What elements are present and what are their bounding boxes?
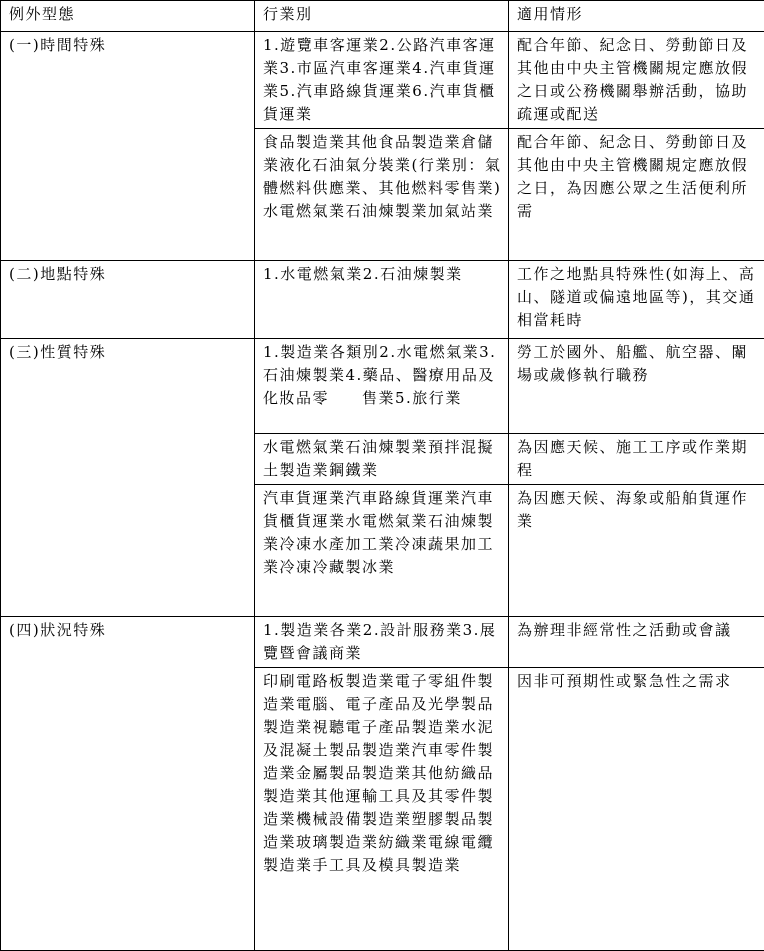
table-row bbox=[1, 617, 764, 668]
industry-cell: 1.遊覽車客運業2.公路汽車客運業3.市區汽車客運業4.汽車貨運業5.汽車路線貨運業6.汽車貨櫃貨運業 bbox=[255, 32, 509, 129]
table-row bbox=[1, 32, 764, 129]
condition-cell: 為因應天候、施工工序或作業期程 bbox=[509, 434, 764, 485]
header-exception-type: 例外型態 bbox=[1, 1, 255, 32]
category-location-special: (二)地點特殊 bbox=[1, 261, 255, 339]
industry-cell: 印刷電路板製造業電子零組件製造業電腦、電子產品及光學製品製造業視聽電子產品製造業水泥及混凝土製品製造業汽車零件製造業金屬製品製造業其他紡織品製造業其他運輸工具及其零件製造業機械設備製造業塑膠製品製造業玻璃製造業紡織業電線電纜製造業手工具及模具製造業 bbox=[255, 668, 509, 951]
header-row bbox=[1, 1, 764, 32]
table-row bbox=[1, 339, 764, 434]
industry-cell: 1.水電燃氣業2.石油煉製業 bbox=[255, 261, 509, 339]
condition-cell: 配合年節、紀念日、勞動節日及其他由中央主管機關規定應放假之日或公務機關舉辦活動，協助疏運或配送 bbox=[509, 32, 764, 129]
industry-cell: 食品製造業其他食品製造業倉儲業液化石油氣分裝業(行業別：氣體燃料供應業、其他燃料零售業)水電燃氣業石油煉製業加氣站業 bbox=[255, 129, 509, 261]
category-time-special: (一)時間特殊 bbox=[1, 32, 255, 261]
header-condition: 適用情形 bbox=[509, 1, 764, 32]
condition-cell: 因非可預期性或緊急性之需求 bbox=[509, 668, 764, 951]
condition-cell: 配合年節、紀念日、勞動節日及其他由中央主管機關規定應放假之日，為因應公眾之生活便利所需 bbox=[509, 129, 764, 261]
condition-cell: 勞工於國外、船艦、航空器、闈場或歲修執行職務 bbox=[509, 339, 764, 434]
condition-cell: 工作之地點具特殊性(如海上、高山、隧道或偏遠地區等)，其交通相當耗時 bbox=[509, 261, 764, 339]
category-situation-special: (四)狀況特殊 bbox=[1, 617, 255, 951]
industry-cell: 1.製造業各類別2.水電燃氣業3.石油煉製業4.藥品、醫療用品及化妝品零 售業5.旅行業 bbox=[255, 339, 509, 434]
condition-cell: 為因應天候、海象或船舶貨運作業 bbox=[509, 485, 764, 617]
industry-cell: 汽車貨運業汽車路線貨運業汽車貨櫃貨運業水電燃氣業石油煉製業冷凍水產加工業冷凍蔬果加工業冷凍冷藏製冰業 bbox=[255, 485, 509, 617]
header-industry: 行業別 bbox=[255, 1, 509, 32]
table-row bbox=[1, 261, 764, 339]
industry-cell: 水電燃氣業石油煉製業預拌混擬土製造業鋼鐵業 bbox=[255, 434, 509, 485]
condition-cell: 為辦理非經常性之活動或會議 bbox=[509, 617, 764, 668]
category-nature-special: (三)性質特殊 bbox=[1, 339, 255, 617]
industry-cell: 1.製造業各業2.設計服務業3.展覽暨會議商業 bbox=[255, 617, 509, 668]
